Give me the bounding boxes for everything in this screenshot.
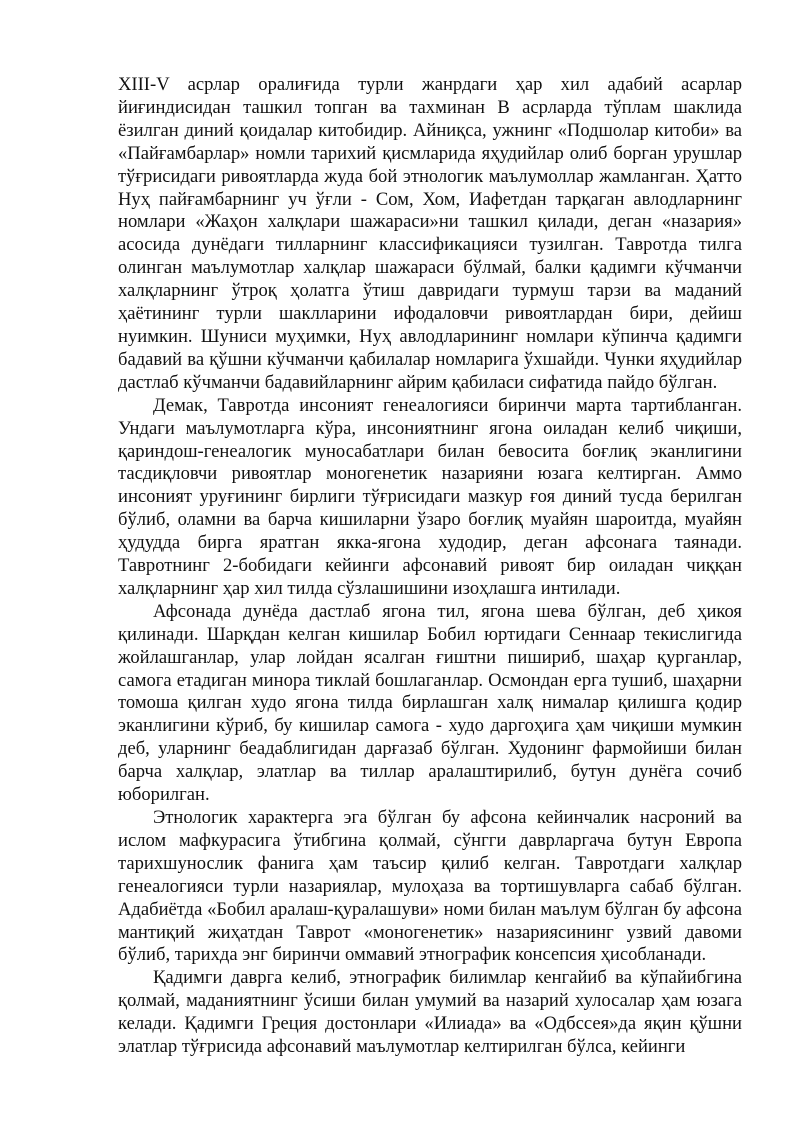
paragraph-1: XIII-V асрлар оралиғида турли жанрдаги ҳар хил адабий асарлар йиғиндисидан ташкил топган ва тахминан В асрларда тўплам шаклида ёзилган диний қоидалар китобидир. Айниқса, ужнинг «Подшолар китоби» ва «Пайғамбарлар» номли тарихий қисмларида яҳудийлар олиб борган урушлар тўғрисидаги ривоятларда жуда бой этнологик маълумоллар жамланган. Ҳатто Нуҳ пайғамбарнинг уч ўғли - Сом, Хом, Иафетдан тарқаган авлодларнинг номлари «Жаҳон халқлари шажараси»ни ташкил қилади, деган «назария» асосида дунёдаги тилларнинг классификацияси тузилган. Тавротда тилга олинган маълумотлар халқлар шажараси бўлмай, балки қадимги кўчманчи халқларнинг ўтроқ ҳолатга ўтиш давридаги турмуш тарзи ва маданий ҳаётининг турли шаклларини ифодаловчи ривоятлардан бири, дейиш нуимкин. Шуниси муҳимки, Нуҳ авлодларининг номлари кўпинча қадимги бадавий ва қўшни кўчманчи қабилалар номларига ўхшайди. Чунки яҳудийлар дастлаб кўчманчи бадавийларнинг айрим қабиласи сифатида пайдо бўлган. [118, 74, 742, 393]
paragraph-4: Этнологик характерга эга бўлган бу афсона кейинчалик насроний ва ислом мафкурасига ўтибгина қолмай, сўнгги даврларгача бутун Европа тарихшунослик фанига ҳам таъсир қилиб келган. Тавротдаги халқлар генеалогияси турли назариялар, мулоҳаза ва тортишувларга сабаб бўлган. Адабиётда «Бобил аралаш-қуралашуви» номи билан маълум бўлган бу афсона мантиқий жиҳатдан Таврот «моногенетик» назариясининг узвий давоми бўлиб, тарихда энг биринчи оммавий этнографик консепсия ҳисобланади. [118, 807, 742, 966]
paragraph-3: Афсонада дунёда дастлаб ягона тил, ягона шева бўлган, деб ҳикоя қилинади. Шарқдан келган кишилар Бобил юртидаги Сеннаар текислигида жойлашганлар, улар лойдан ясалган ғиштни пишириб, шаҳар қурганлар, самога етадиган минора тиклай бошлаганлар. Осмондан ерга тушиб, шаҳарни томоша қилган худо ягона тилда бирлашган халқ нималар қилишга қодир эканлигини кўриб, бу кишилар самога - худо даргоҳига ҳам чиқиши мумкин деб, уларнинг беадаблигидан дарғазаб бўлган. Худонинг фармойиши билан барча халқлар, элатлар ва тиллар аралаштирилиб, бутун дунёга сочиб юборилган. [118, 600, 742, 806]
paragraph-5: Қадимги даврга келиб, этнографик билимлар кенгайиб ва кўпайибгина қолмай, маданиятнинг ўсиши билан умумий ва назарий хулосалар ҳам юзага келади. Қадимги Греция достонлари «Илиада» ва «Одбссея»да яқин қўшни элатлар тўғрисида афсонавий маълумотлар келтирилган бўлса, кейинги [118, 967, 742, 1058]
document-page [118, 74, 742, 1059]
paragraph-2: Демак, Тавротда инсоният генеалогияси биринчи марта тартибланган. Ундаги маълумотларга кўра, инсониятнинг ягона оиладан келиб чиқиши, қариндош-генеалогик муносабатлари билан бевосита боғлиқ эканлигини тасдиқловчи ривоятлар моногенетик назарияни юзага келтирган. Аммо инсоният уруғининг бирлиги тўғрисидаги мазкур ғоя диний тусда берилган бўлиб, оламни ва барча кишиларни ўзаро боғлиқ муайян шароитда, муайян ҳудудда бирга яратган якка-ягона худодир, деган афсонага таянади. Тавротнинг 2-бобидаги кейинги афсонавий ривоят бир оиладан чиққан халқларнинг ҳар хил тилда сўзлашишини изоҳлашга интилади. [118, 394, 742, 599]
